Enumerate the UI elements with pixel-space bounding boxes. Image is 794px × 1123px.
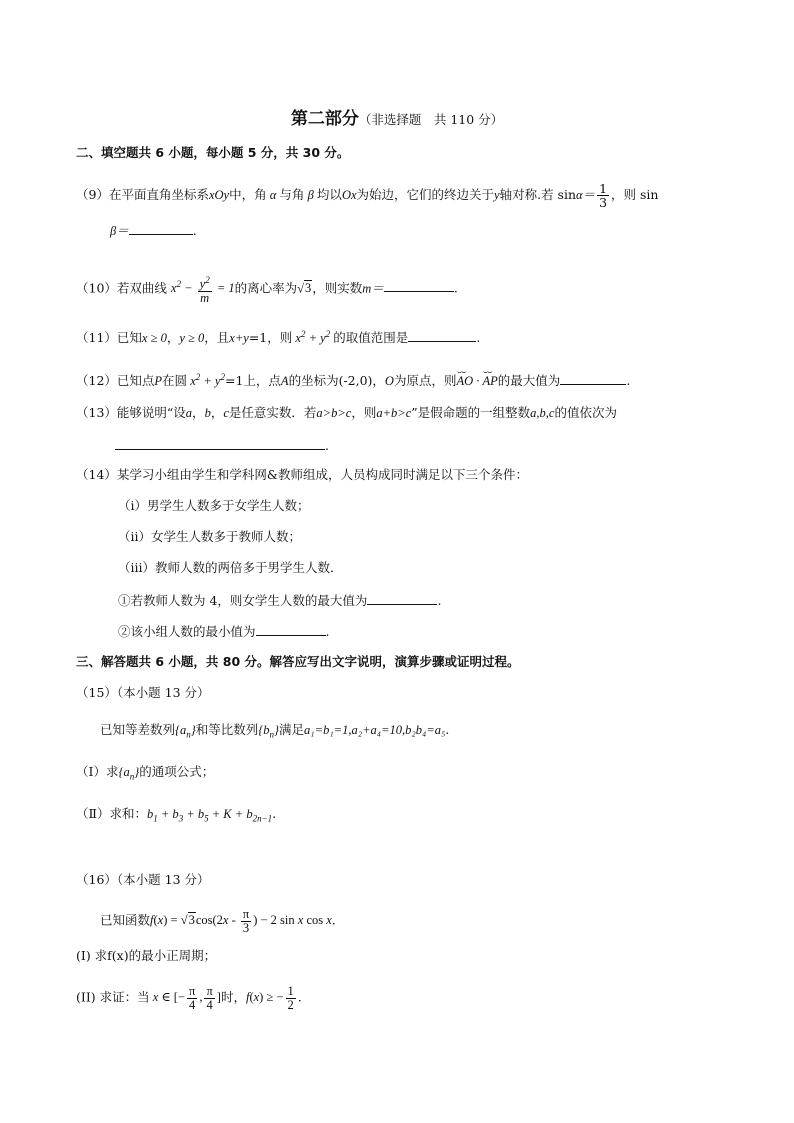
q15-seq-b: $\{b_n\}$	[258, 723, 280, 740]
q9-beta-eq: β＝	[110, 224, 129, 238]
q14-2-answer-blank[interactable]	[256, 623, 326, 636]
q9-var-ox: Ox	[341, 188, 357, 202]
q12-text-a: （12）已知点	[76, 373, 155, 389]
q10-hyperbola: $x^2$ − $\frac{y^2}{m}$ = 1	[170, 275, 235, 306]
question-14-stem: （14）某学习小组由学生和学科网&教师组成，人员构成同时满足以下三个条件：	[76, 467, 529, 482]
question-16-part-2: (II) 求证：当 x ∈ [− $\frac{\pi}{4}$ , $\frac{\pi}{4}$ ]时，f(x) ≥ − $\frac{1}{2}$ .	[76, 984, 302, 1012]
title-main: 第二部分	[290, 109, 359, 129]
q11-text-a: （11）已知	[76, 330, 142, 346]
q10-m-eq: m＝	[362, 281, 384, 296]
q9-text-a: （9）在平面直角坐标系	[76, 187, 209, 202]
q9-var-xoy: xOy	[208, 188, 230, 202]
q15-conditions: a₁=b₁=1,a₂+a₄=10,b₂b₄=a₅	[304, 723, 446, 737]
question-9-line1: （9）在平面直角坐标系xOy中，角 α 与角 β 均以Ox为始边，它们的终边关于y轴对称.若 sinα＝ $\frac{1}{3}$ ，则 sin	[76, 181, 659, 210]
question-11: （11）已知x ≥ 0，y ≥ 0，且x+y=1，则 $x^2 + y^2$ 的取值范围是 .	[76, 329, 481, 346]
q15-sum-expr: $b_1 + b_3 + b_5 + K + b_{2n-1}$	[147, 807, 273, 824]
q10-text-a: （10）若双曲线	[76, 280, 167, 296]
section2-heading: 二、填空题共 6 小题，每小题 5 分，共 30 分。	[76, 145, 350, 160]
q10-text-c: ，则实数	[312, 280, 363, 296]
q12-point-a: A	[280, 374, 289, 389]
q16-inequality: f(x) ≥ − $\frac{1}{2}$	[245, 984, 294, 1012]
q12-origin: O	[384, 374, 394, 389]
q9-answer-blank[interactable]	[129, 222, 193, 235]
question-13-line2: .	[115, 437, 329, 454]
q10-sqrt3: √3	[297, 281, 312, 296]
q11-expr: $x^2 + y^2$	[292, 329, 331, 346]
question-12: （12）已知点P在圆 $x^2 + y^2=1$上，点A的坐标为(-2,0)，O为原点，则⌣⌣ AO · ⌣⌣ AP的最大值为 .	[76, 369, 630, 389]
q11-x-cond: x ≥ 0	[141, 331, 167, 346]
q9-text-e: 均以	[316, 187, 342, 202]
q10-text-b: 的离心率为	[234, 280, 298, 296]
question-10: （10）若双曲线 $x^2$ − $\frac{y^2}{m}$ = 1的离心率为√3，则实数m＝ .	[76, 275, 458, 306]
q11-text-g: =1，则	[248, 330, 293, 346]
question-14-sub-2: ②该小组人数的最小值为 .	[118, 624, 330, 639]
question-15-head: （15）（本小题 13 分）	[76, 685, 210, 700]
question-16-head: （16）（本小题 13 分）	[76, 872, 210, 887]
question-14-condition-2: （ⅱ）女学生人数多于教师人数；	[118, 529, 301, 544]
q9-text-d: 与角	[279, 187, 305, 202]
q9-alpha-eq: α＝	[576, 188, 596, 202]
q11-y-cond: y ≥ 0	[179, 331, 205, 346]
q10-answer-blank[interactable]	[384, 279, 454, 292]
title-sub: （非选择题 共 110 分）	[358, 112, 504, 127]
q16-function: f(x) = √3cos(2x - $\frac{\pi}{3}$ ) − 2 sin x cos x	[150, 907, 332, 935]
q9-text-k: ，则 sin	[611, 187, 659, 202]
q12-dot-product: ⌣⌣ AO · ⌣⌣ AP	[456, 374, 497, 388]
q11-answer-blank[interactable]	[408, 329, 476, 342]
section3-heading: 三、解答题共 6 小题，共 80 分。解答应写出文字说明，演算步骤或证明过程。	[76, 654, 520, 669]
q9-text-g: 为始边，它们的终边关于	[356, 187, 495, 202]
q15-seq-a: $\{a_n\}$	[175, 723, 196, 740]
q11-sum: x+y	[229, 331, 249, 346]
q9-fraction: $\frac{1}{3}$	[599, 181, 608, 210]
q11-text-e: ，且	[204, 330, 230, 346]
q16-interval: x ∈ [− $\frac{\pi}{4}$ , $\frac{\pi}{4}$ ]	[152, 984, 221, 1012]
question-14-condition-3: （ⅲ）教师人数的两倍多于男学生人数．	[118, 560, 343, 575]
q14-1-answer-blank[interactable]	[367, 592, 437, 605]
q12-point-p: P	[154, 374, 163, 389]
question-15-part-2: （Ⅱ）求和：$b_1 + b_3 + b_5 + K + b_{2n-1}$.	[76, 806, 277, 824]
question-14-sub-1: ①若教师人数为 4，则女学生人数的最大值为 .	[118, 593, 442, 608]
q9-var-y: y	[494, 188, 500, 202]
q12-answer-blank[interactable]	[560, 372, 626, 385]
question-13-line1: （13）能够说明“设a，b，c是任意实数．若a>b>c，则a+b>c”是假命题的一组整数a,b,c的值依次为	[76, 405, 617, 420]
q11-text-h: 的取值范围是	[333, 330, 409, 346]
question-16-part-1: (I) 求f(x)的最小正周期；	[76, 948, 217, 963]
q9-text-c: 中，角	[229, 187, 267, 202]
question-15-part-1: （Ⅰ）求$\{a_n\}$的通项公式；	[76, 764, 215, 782]
section-title	[0, 104, 794, 129]
question-14-condition-1: （ⅰ）男学生人数多于女学生人数；	[118, 498, 310, 513]
question-15-stem: 已知等差数列$\{a_n\}$和等比数列$\{b_n\}$满足a₁=b₁=1,a₂+a₄=10,b₂b₄=a₅.	[100, 722, 450, 740]
question-16-stem: 已知函数f(x) = √3cos(2x - $\frac{\pi}{3}$ ) − 2 sin x cos x.	[100, 907, 336, 935]
q12-circle: $x^2 + y^2$	[187, 372, 225, 389]
question-9-line2: β＝ .	[110, 223, 197, 238]
q13-answer-blank[interactable]	[115, 437, 325, 450]
q9-text-i: 轴对称.若 sin	[499, 187, 577, 202]
